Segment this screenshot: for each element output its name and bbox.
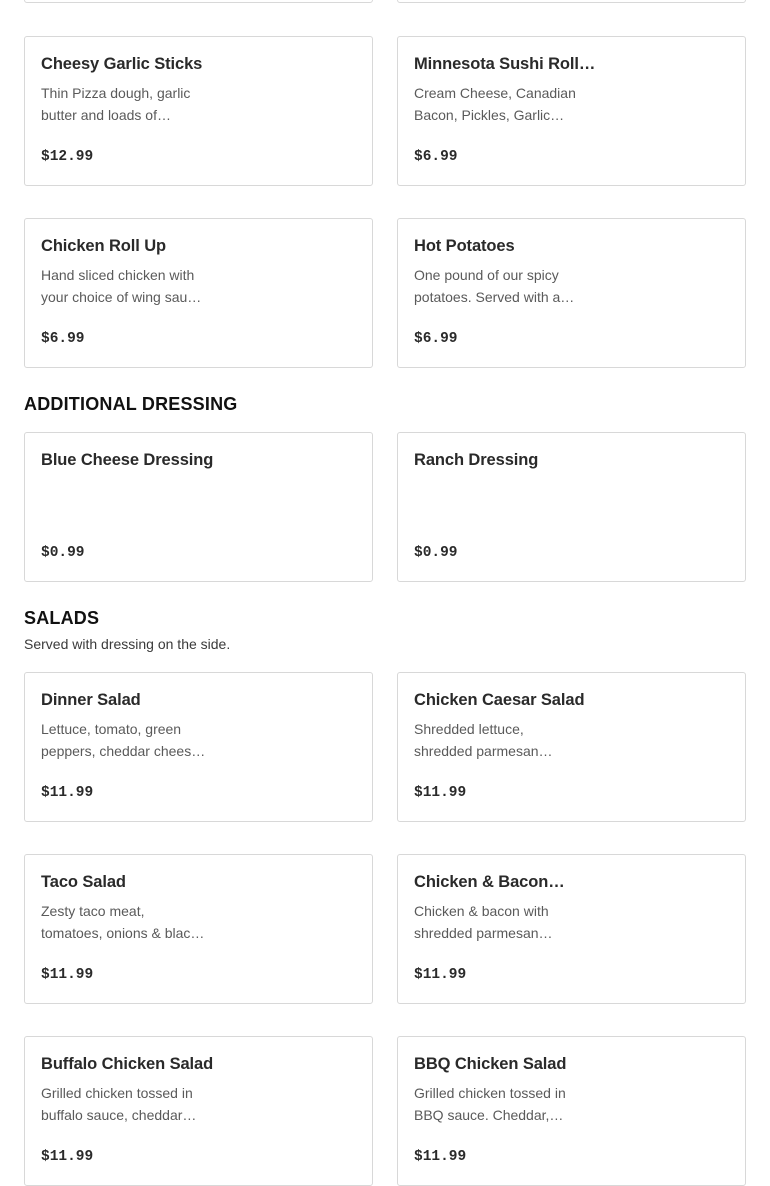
item-price: $0.99 xyxy=(414,545,458,561)
item-name: Chicken Caesar Salad xyxy=(414,691,585,709)
item-name: Ranch Dressing xyxy=(414,451,539,469)
item-price: $11.99 xyxy=(414,785,467,801)
item-description: Grilled chicken tossed in buffalo sauce, cheddar… xyxy=(41,1085,197,1123)
menu-item-card[interactable] xyxy=(397,1036,746,1186)
menu-item-card[interactable] xyxy=(397,36,746,186)
menu-item-card[interactable] xyxy=(24,218,373,368)
menu-item-card[interactable] xyxy=(397,854,746,1004)
menu-item-card-partial[interactable] xyxy=(24,0,373,3)
item-price: $0.99 xyxy=(41,545,85,561)
menu-item-card[interactable] xyxy=(397,218,746,368)
section-subtitle-salads: Served with dressing on the side. xyxy=(24,636,231,652)
item-description: Hand sliced chicken with your choice of wing sau… xyxy=(41,267,202,305)
menu-item-card[interactable] xyxy=(397,432,746,582)
item-name: Buffalo Chicken Salad xyxy=(41,1055,214,1073)
item-description: Shredded lettuce, shredded parmesan… xyxy=(414,721,553,759)
item-name: Blue Cheese Dressing xyxy=(41,451,214,469)
item-name: Dinner Salad xyxy=(41,691,141,709)
item-description: Cream Cheese, Canadian Bacon, Pickles, Garlic… xyxy=(414,85,576,123)
item-price: $6.99 xyxy=(414,149,458,165)
section-title-salads: SALADS xyxy=(24,608,100,628)
item-price: $12.99 xyxy=(41,149,94,165)
item-price: $11.99 xyxy=(41,785,94,801)
item-name: Taco Salad xyxy=(41,873,126,891)
item-name: BBQ Chicken Salad xyxy=(414,1055,567,1073)
item-description: Grilled chicken tossed in BBQ sauce. Cheddar,… xyxy=(414,1085,566,1123)
section-title-additional-dressing: ADDITIONAL DRESSING xyxy=(24,394,238,414)
item-name: Minnesota Sushi Roll… xyxy=(414,55,596,73)
item-name: Chicken Roll Up xyxy=(41,237,167,255)
item-description: Lettuce, tomato, green peppers, cheddar chees… xyxy=(41,721,206,759)
menu-item-card[interactable] xyxy=(24,672,373,822)
item-description: Zesty taco meat, tomatoes, onions & blac… xyxy=(41,903,205,941)
menu-item-card[interactable] xyxy=(24,36,373,186)
menu-item-card[interactable] xyxy=(24,854,373,1004)
item-price: $11.99 xyxy=(41,967,94,983)
item-price: $11.99 xyxy=(414,967,467,983)
item-price: $11.99 xyxy=(41,1149,94,1165)
menu-item-card[interactable] xyxy=(24,1036,373,1186)
item-price: $11.99 xyxy=(414,1149,467,1165)
item-name: Chicken & Bacon… xyxy=(414,873,565,891)
menu-item-card[interactable] xyxy=(397,672,746,822)
item-name: Cheesy Garlic Sticks xyxy=(41,55,203,73)
menu-item-card[interactable] xyxy=(24,432,373,582)
item-description: Thin Pizza dough, garlic butter and loads of… xyxy=(41,85,191,123)
item-name: Hot Potatoes xyxy=(414,237,515,255)
item-description: One pound of our spicy potatoes. Served with a… xyxy=(414,267,575,305)
menu-item-card-partial[interactable] xyxy=(397,0,746,3)
item-price: $6.99 xyxy=(414,331,458,347)
item-description: Chicken & bacon with shredded parmesan… xyxy=(414,903,553,941)
item-price: $6.99 xyxy=(41,331,85,347)
